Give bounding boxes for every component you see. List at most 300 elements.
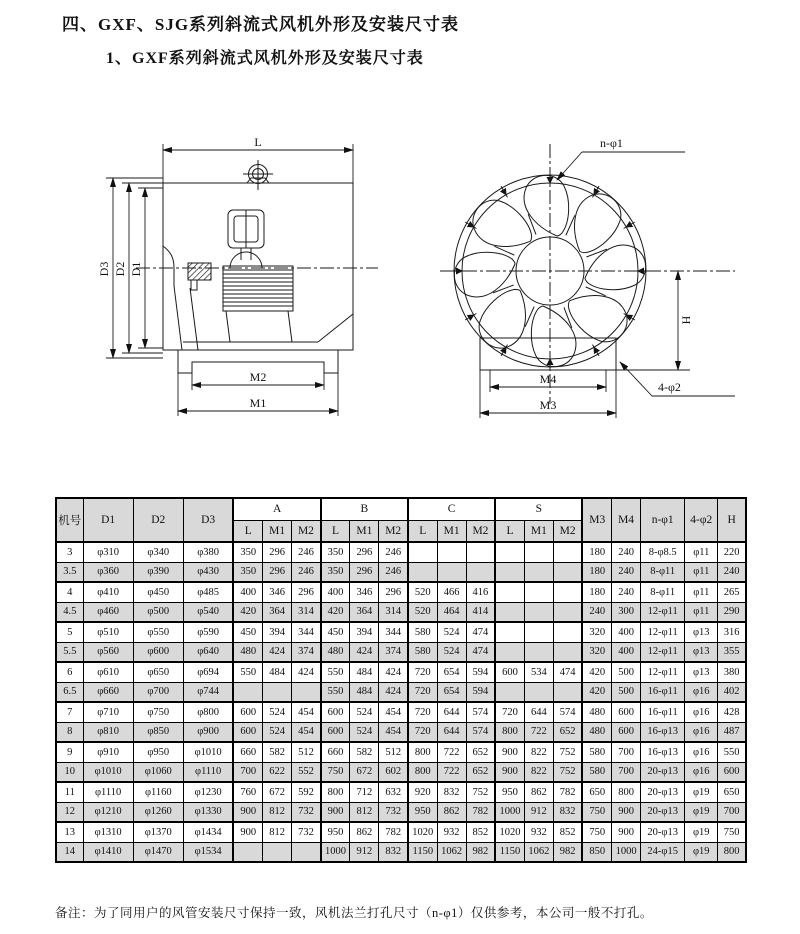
- table-cell: 16-φ11: [641, 682, 685, 702]
- table-cell: [437, 562, 466, 582]
- table-cell: 982: [553, 842, 582, 862]
- table-cell: 534: [524, 662, 553, 682]
- table-cell: 1150: [495, 842, 524, 862]
- table-cell: 722: [524, 722, 553, 742]
- table-cell: 550: [233, 662, 262, 682]
- hole-label-n-phi1: n-φ1: [600, 136, 623, 150]
- table-cell: 364: [350, 602, 379, 622]
- table-cell: [233, 682, 262, 702]
- cell-model-no: 6.5: [56, 682, 83, 702]
- table-cell: 474: [466, 642, 495, 662]
- table-cell: 220: [718, 542, 746, 562]
- table-cell: 782: [466, 802, 495, 822]
- table-cell: φ500: [133, 602, 183, 622]
- table-cell: φ1160: [133, 782, 183, 802]
- table-cell: 750: [321, 762, 350, 782]
- table-cell: 424: [379, 682, 408, 702]
- table-cell: 512: [379, 742, 408, 762]
- table-row: [56, 822, 746, 842]
- table-cell: φ1470: [133, 842, 183, 862]
- table-cell: 600: [321, 702, 350, 722]
- table-cell: 374: [379, 642, 408, 662]
- table-cell: 12-φ11: [641, 642, 685, 662]
- table-cell: 644: [437, 722, 466, 742]
- table-cell: 454: [292, 722, 321, 742]
- table-cell: φ550: [133, 622, 183, 642]
- table-cell: φ1330: [183, 802, 233, 822]
- table-cell: φ19: [685, 782, 718, 802]
- dim-label-l: L: [254, 135, 262, 149]
- table-cell: 524: [350, 702, 379, 722]
- header-4-phi2: 4-φ2: [685, 498, 718, 542]
- table-cell: φ11: [685, 602, 718, 622]
- table-cell: [263, 842, 292, 862]
- table-cell: 622: [263, 762, 292, 782]
- table-cell: 450: [233, 622, 262, 642]
- table-cell: 1000: [321, 842, 350, 862]
- header-h: H: [718, 498, 746, 542]
- header-m3: M3: [582, 498, 611, 542]
- table-cell: 180: [582, 542, 611, 562]
- table-cell: φ1230: [183, 782, 233, 802]
- table-cell: φ540: [183, 602, 233, 622]
- table-cell: 512: [292, 742, 321, 762]
- fan-base: [480, 338, 690, 370]
- table-cell: 900: [233, 802, 262, 822]
- table-row: [56, 762, 746, 782]
- header-d2: D2: [133, 498, 183, 542]
- table-cell: 832: [437, 782, 466, 802]
- table-cell: 394: [263, 622, 292, 642]
- table-cell: 487: [718, 722, 746, 742]
- table-cell: [263, 682, 292, 702]
- table-cell: [553, 562, 582, 582]
- table-cell: φ390: [133, 562, 183, 582]
- table-cell: 672: [350, 762, 379, 782]
- table-cell: 900: [612, 822, 641, 842]
- table-cell: 652: [553, 722, 582, 742]
- table-cell: 8-φ8.5: [641, 542, 685, 562]
- table-cell: 574: [466, 722, 495, 742]
- table-cell: φ16: [685, 722, 718, 742]
- table-cell: 454: [379, 722, 408, 742]
- table-cell: 474: [466, 622, 495, 642]
- table-cell: 350: [233, 542, 262, 562]
- table-cell: 720: [408, 722, 437, 742]
- leader-n-phi1: [557, 152, 685, 180]
- table-cell: 720: [408, 702, 437, 722]
- table-cell: 832: [379, 842, 408, 862]
- header-group-c: C: [408, 498, 495, 520]
- table-cell: φ1310: [83, 822, 133, 842]
- table-cell: 350: [321, 542, 350, 562]
- table-cell: 480: [582, 702, 611, 722]
- table-cell: 900: [495, 762, 524, 782]
- table-cell: 8-φ11: [641, 562, 685, 582]
- table-cell: 428: [718, 702, 746, 722]
- cell-model-no: 12: [56, 802, 83, 822]
- table-cell: 732: [292, 802, 321, 822]
- table-cell: 12-φ11: [641, 662, 685, 682]
- cell-model-no: 13: [56, 822, 83, 842]
- table-cell: [495, 642, 524, 662]
- table-cell: 600: [321, 722, 350, 742]
- table-cell: 346: [263, 582, 292, 602]
- table-cell: 296: [263, 562, 292, 582]
- table-cell: 346: [350, 582, 379, 602]
- table-cell: 932: [437, 822, 466, 842]
- table-cell: 644: [524, 702, 553, 722]
- header-model: 机号: [56, 498, 83, 542]
- table-cell: 712: [350, 782, 379, 802]
- table-cell: 1020: [408, 822, 437, 842]
- table-cell: 420: [582, 662, 611, 682]
- table-cell: 480: [233, 642, 262, 662]
- table-cell: [495, 582, 524, 602]
- table-cell: φ360: [83, 562, 133, 582]
- dim-label-m3: M3: [539, 398, 557, 412]
- table-cell: 800: [408, 762, 437, 782]
- table-cell: 950: [321, 822, 350, 842]
- header-group-a: A: [233, 498, 320, 520]
- table-cell: φ610: [83, 662, 133, 682]
- table-cell: φ410: [83, 582, 133, 602]
- table-row: [56, 842, 746, 862]
- header-group-s: S: [495, 498, 582, 520]
- table-cell: 464: [437, 602, 466, 622]
- foot-hole-label-4-phi2: 4-φ2: [658, 380, 681, 394]
- table-cell: φ1110: [83, 782, 133, 802]
- table-cell: 12-φ11: [641, 622, 685, 642]
- table-cell: 374: [292, 642, 321, 662]
- table-cell: 380: [718, 662, 746, 682]
- cell-model-no: 3.5: [56, 562, 83, 582]
- table-cell: [408, 542, 437, 562]
- table-cell: 1150: [408, 842, 437, 862]
- table-cell: 660: [233, 742, 262, 762]
- table-cell: 750: [718, 822, 746, 842]
- dim-label-m4: M4: [539, 372, 557, 386]
- table-row: [56, 582, 746, 602]
- table-cell: 900: [612, 802, 641, 822]
- table-cell: 424: [292, 662, 321, 682]
- cell-model-no: 14: [56, 842, 83, 862]
- table-cell: 314: [292, 602, 321, 622]
- table-cell: [553, 582, 582, 602]
- table-cell: φ1260: [133, 802, 183, 822]
- table-cell: 600: [495, 662, 524, 682]
- subheader-l: L: [321, 520, 350, 542]
- table-cell: 862: [350, 822, 379, 842]
- subheader-m2: M2: [379, 520, 408, 542]
- footnote: 备注：为了同用户的风管安装尺寸保持一致，风机法兰打孔尺寸（n-φ1）仅供参考，本公司一般不打孔。: [55, 906, 653, 920]
- dim-label-d2: D2: [113, 261, 127, 277]
- table-cell: φ16: [685, 762, 718, 782]
- table-cell: 246: [292, 562, 321, 582]
- table-cell: 782: [553, 782, 582, 802]
- table-cell: 450: [321, 622, 350, 642]
- table-cell: φ16: [685, 682, 718, 702]
- table-cell: 344: [292, 622, 321, 642]
- table-cell: 16-φ13: [641, 722, 685, 742]
- table-cell: 732: [292, 822, 321, 842]
- table-cell: [292, 682, 321, 702]
- table-cell: 16-φ11: [641, 702, 685, 722]
- table-cell: φ650: [133, 662, 183, 682]
- table-cell: φ310: [83, 542, 133, 562]
- table-cell: 550: [321, 662, 350, 682]
- table-cell: 320: [582, 642, 611, 662]
- table-cell: φ16: [685, 742, 718, 762]
- table-cell: 466: [437, 582, 466, 602]
- table-cell: 394: [350, 622, 379, 642]
- table-cell: 750: [582, 822, 611, 842]
- fan-side-view-diagram: [78, 128, 408, 428]
- subheader-m1: M1: [263, 520, 292, 542]
- table-cell: 592: [292, 782, 321, 802]
- subheader-l: L: [495, 520, 524, 542]
- table-cell: 580: [408, 622, 437, 642]
- table-cell: 582: [263, 742, 292, 762]
- table-cell: 240: [718, 562, 746, 582]
- table-cell: 400: [233, 582, 262, 602]
- table-cell: φ1210: [83, 802, 133, 822]
- table-cell: 524: [263, 722, 292, 742]
- table-cell: 750: [582, 802, 611, 822]
- table-cell: φ16: [685, 702, 718, 722]
- table-cell: 580: [408, 642, 437, 662]
- cell-model-no: 4: [56, 582, 83, 602]
- header-n-phi1: n-φ1: [641, 498, 685, 542]
- table-cell: 580: [582, 762, 611, 782]
- table-cell: 752: [553, 742, 582, 762]
- table-cell: φ485: [183, 582, 233, 602]
- table-cell: 265: [718, 582, 746, 602]
- table-cell: 524: [437, 622, 466, 642]
- table-cell: 1020: [495, 822, 524, 842]
- table-cell: 24-φ15: [641, 842, 685, 862]
- table-cell: 822: [524, 762, 553, 782]
- table-cell: [408, 562, 437, 582]
- table-cell: 862: [437, 802, 466, 822]
- subheader-m2: M2: [466, 520, 495, 542]
- table-cell: 484: [350, 682, 379, 702]
- table-row: [56, 662, 746, 682]
- table-cell: 600: [233, 722, 262, 742]
- table-cell: 594: [466, 682, 495, 702]
- table-cell: 180: [582, 562, 611, 582]
- table-cell: [495, 622, 524, 642]
- table-cell: φ640: [183, 642, 233, 662]
- dim-label-h: H: [679, 315, 693, 325]
- table-row: [56, 722, 746, 742]
- table-cell: φ750: [133, 702, 183, 722]
- table-cell: [524, 562, 553, 582]
- cell-model-no: 8: [56, 722, 83, 742]
- table-cell: 400: [612, 642, 641, 662]
- table-cell: [495, 562, 524, 582]
- cell-model-no: 5: [56, 622, 83, 642]
- table-row: [56, 742, 746, 762]
- table-cell: 812: [263, 822, 292, 842]
- table-cell: 454: [292, 702, 321, 722]
- table-row: [56, 542, 746, 562]
- table-cell: 350: [233, 562, 262, 582]
- table-cell: 12-φ11: [641, 602, 685, 622]
- table-cell: 602: [379, 762, 408, 782]
- table-cell: [233, 842, 262, 862]
- table-cell: 912: [350, 842, 379, 862]
- table-cell: 600: [233, 702, 262, 722]
- table-cell: 424: [350, 642, 379, 662]
- table-cell: φ11: [685, 542, 718, 562]
- table-cell: 296: [379, 582, 408, 602]
- fan-front-view-diagram: [430, 128, 760, 428]
- table-cell: φ590: [183, 622, 233, 642]
- table-cell: 1062: [437, 842, 466, 862]
- table-cell: 400: [321, 582, 350, 602]
- table-cell: φ1534: [183, 842, 233, 862]
- table-cell: 16-φ13: [641, 742, 685, 762]
- junction-box: [228, 210, 264, 268]
- table-cell: 862: [524, 782, 553, 802]
- table-cell: φ950: [133, 742, 183, 762]
- table-cell: 580: [582, 742, 611, 762]
- table-cell: 246: [379, 542, 408, 562]
- table-cell: φ800: [183, 702, 233, 722]
- table-cell: φ19: [685, 802, 718, 822]
- table-cell: 600: [718, 762, 746, 782]
- table-cell: 982: [466, 842, 495, 862]
- table-cell: 550: [718, 742, 746, 762]
- header-d3: D3: [183, 498, 233, 542]
- table-cell: φ460: [83, 602, 133, 622]
- table-cell: 800: [495, 722, 524, 742]
- table-cell: φ1060: [133, 762, 183, 782]
- header-d1: D1: [83, 498, 133, 542]
- table-cell: 950: [495, 782, 524, 802]
- subheader-m2: M2: [292, 520, 321, 542]
- table-row: [56, 562, 746, 582]
- table-cell: 480: [321, 642, 350, 662]
- table-cell: 700: [233, 762, 262, 782]
- table-cell: φ13: [685, 622, 718, 642]
- table-cell: 1062: [524, 842, 553, 862]
- page-title: 四、GXF、SJG系列斜流式风机外形及安装尺寸表: [62, 15, 460, 34]
- table-cell: [553, 642, 582, 662]
- table-cell: 552: [292, 762, 321, 782]
- table-cell: 672: [263, 782, 292, 802]
- table-cell: [553, 542, 582, 562]
- table-cell: 600: [612, 702, 641, 722]
- table-row: [56, 682, 746, 702]
- dimensions-table: [55, 497, 747, 863]
- table-cell: [553, 682, 582, 702]
- table-cell: [524, 542, 553, 562]
- table-cell: φ1110: [183, 762, 233, 782]
- table-cell: φ380: [183, 542, 233, 562]
- table-cell: φ1410: [83, 842, 133, 862]
- table-cell: 732: [379, 802, 408, 822]
- table-row: [56, 602, 746, 622]
- table-cell: φ560: [83, 642, 133, 662]
- header-group-b: B: [321, 498, 408, 520]
- cell-model-no: 10: [56, 762, 83, 782]
- table-cell: [466, 542, 495, 562]
- table-cell: 722: [437, 742, 466, 762]
- table-cell: 600: [612, 722, 641, 742]
- table-cell: φ13: [685, 642, 718, 662]
- table-cell: 1000: [495, 802, 524, 822]
- table-cell: 355: [718, 642, 746, 662]
- table-cell: [292, 842, 321, 862]
- table-cell: [437, 542, 466, 562]
- dim-label-d1: D1: [129, 261, 143, 277]
- table-cell: 652: [466, 762, 495, 782]
- table-cell: φ1370: [133, 822, 183, 842]
- table-cell: 582: [350, 742, 379, 762]
- table-cell: φ450: [133, 582, 183, 602]
- table-cell: φ11: [685, 582, 718, 602]
- table-cell: 20-φ13: [641, 762, 685, 782]
- table-cell: 800: [408, 742, 437, 762]
- table-cell: 240: [612, 542, 641, 562]
- subheader-m1: M1: [524, 520, 553, 542]
- table-cell: φ694: [183, 662, 233, 682]
- table-cell: 822: [524, 742, 553, 762]
- cell-model-no: 9: [56, 742, 83, 762]
- table-cell: 722: [437, 762, 466, 782]
- table-cell: 550: [321, 682, 350, 702]
- table-cell: φ13: [685, 662, 718, 682]
- table-cell: 832: [553, 802, 582, 822]
- table-cell: 20-φ13: [641, 782, 685, 802]
- table-cell: φ660: [83, 682, 133, 702]
- table-cell: 484: [350, 662, 379, 682]
- table-cell: 720: [408, 682, 437, 702]
- table-cell: φ700: [133, 682, 183, 702]
- table-cell: 900: [233, 822, 262, 842]
- table-cell: 424: [263, 642, 292, 662]
- table-cell: φ510: [83, 622, 133, 642]
- table-cell: 402: [718, 682, 746, 702]
- table-cell: 760: [233, 782, 262, 802]
- table-cell: 660: [321, 742, 350, 762]
- table-row: [56, 802, 746, 822]
- table-cell: 574: [553, 702, 582, 722]
- subheader-m1: M1: [350, 520, 379, 542]
- table-cell: 474: [553, 662, 582, 682]
- table-cell: 344: [379, 622, 408, 642]
- cell-model-no: 6: [56, 662, 83, 682]
- table-cell: 520: [408, 602, 437, 622]
- table-cell: φ11: [685, 562, 718, 582]
- table-cell: 900: [495, 742, 524, 762]
- table-cell: 524: [263, 702, 292, 722]
- section-title: 1、GXF系列斜流式风机外形及安装尺寸表: [106, 50, 424, 67]
- table-cell: 950: [408, 802, 437, 822]
- header-m4: M4: [612, 498, 641, 542]
- table-cell: 300: [612, 602, 641, 622]
- table-cell: 316: [718, 622, 746, 642]
- table-cell: 1000: [612, 842, 641, 862]
- cell-model-no: 3: [56, 542, 83, 562]
- table-row: [56, 622, 746, 642]
- table-cell: 900: [321, 802, 350, 822]
- subheader-m2: M2: [553, 520, 582, 542]
- table-cell: φ340: [133, 542, 183, 562]
- table-cell: 752: [553, 762, 582, 782]
